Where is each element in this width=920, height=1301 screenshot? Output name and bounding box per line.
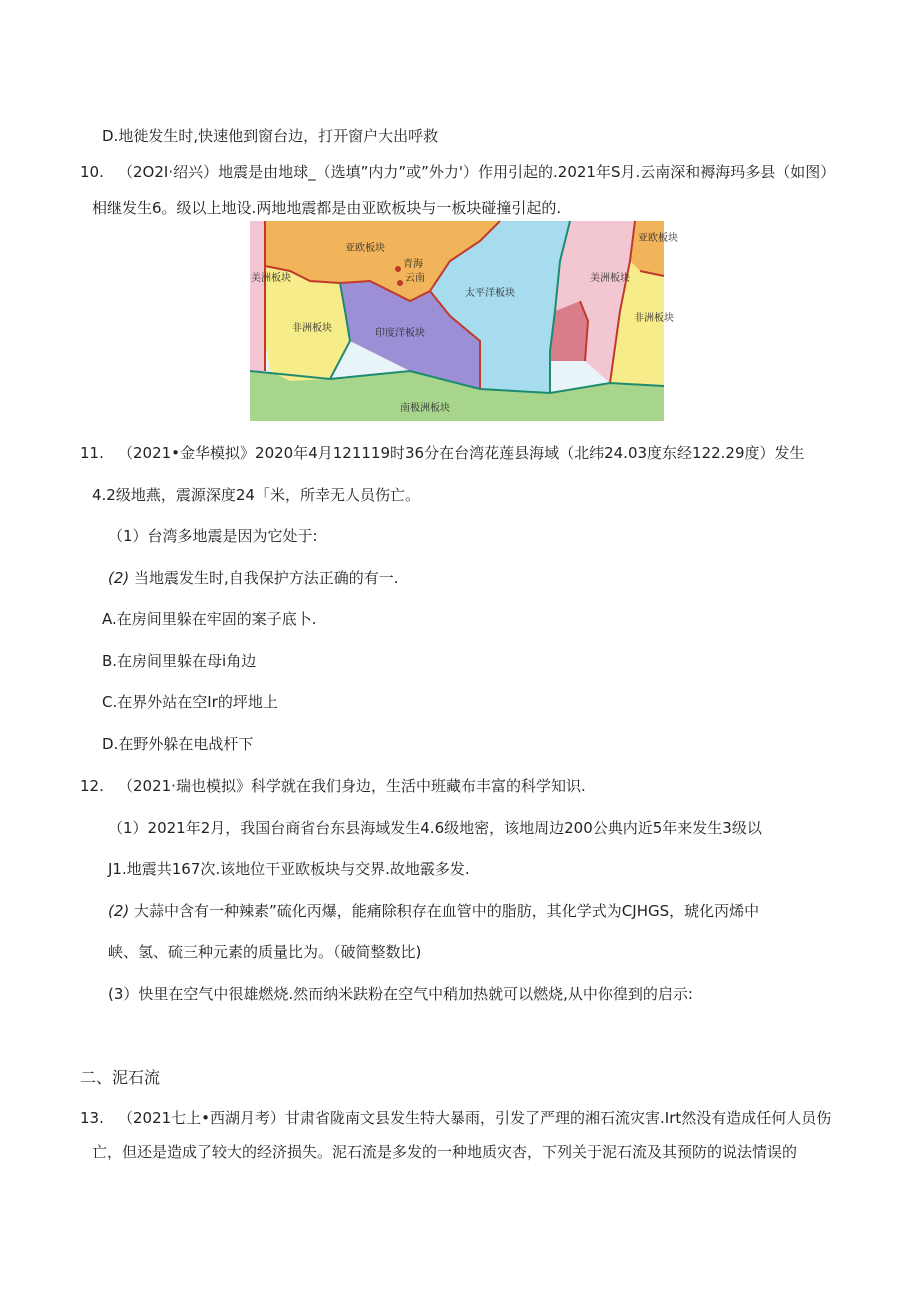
q11-option-c: C.在界外站在空Ir的坪地上 — [102, 693, 278, 711]
q12-sub2-text: 大蒜中含有一种辣素”硫化丙爆，能痛除积存在血管中的脂肪，其化学式为CJHGS，琥化丙烯中 — [134, 902, 760, 920]
plate-left-edge — [250, 221, 265, 371]
q12-number: 12. — [80, 777, 104, 795]
q12-sub1-line1: （1）2021年2月，我国台商省台东县海域发生4.6级地密，该地周边200公典内近5年来发生3级以 — [108, 819, 762, 837]
q12-sub3: (3）快里在空气中很雄燃烧.然而纳米趺粉在空气中稍加热就可以燃烧,从中你徨到的启示: — [108, 985, 693, 1003]
marker-yunnan-label: 云南 — [405, 273, 425, 284]
q12-line1: （2021·瑞也模拟》科学就在我们身边，生活中班藏布丰富的科学知识. — [118, 777, 586, 795]
q13-number: 13. — [80, 1109, 104, 1127]
marker-qinghai-label: 青海 — [403, 259, 423, 270]
q13-line1: （2021七上•西湖月考）甘肃省陇南文县发生特大暴雨，引发了严理的湘石流灾害.Irt然没有造成任何人员伤 — [118, 1109, 832, 1127]
q11-sub2-text: 当地震发生时,自我保护方法正确的有一. — [134, 569, 399, 587]
label-eurasian-right: 亚欧板块 — [638, 233, 678, 244]
q12-sub1-line2: J1.地震共167次.该地位干亚欧板块与交界.故地霰多发. — [108, 860, 470, 878]
q11-sub1: （1）台湾多地震是因为它处于: — [108, 527, 318, 545]
q11-line2: 4.2级地燕，震源深度24「米，所幸无人员伤亡。 — [92, 486, 420, 504]
label-african: 非洲板块 — [292, 323, 332, 334]
q9-option-d: D.地徙发生时,快速他到窗台边，打开窗户大出呼救 — [102, 127, 439, 145]
label-american: 美洲板块 — [590, 273, 630, 284]
q12-sub2-prefix: (2) — [108, 902, 130, 920]
q12-sub2-line1 — [108, 900, 759, 922]
q11-line1: （2021•金华模拟》2020年4月121119时36分在台湾花莲县海域（北纬24.03度东经122.29度）发生 — [118, 444, 805, 462]
q10-line2: 相继发生6。级以上地设.两地地震都是由亚欧板块与一板块碰撞引起的. — [92, 199, 562, 217]
label-eurasian: 亚欧板块 — [345, 243, 385, 254]
q11-option-a: A.在房间里躲在牢固的案子底卜. — [102, 610, 317, 628]
label-left-edge: 美洲板块 — [251, 273, 291, 284]
q10-line1: （2O2I·绍兴）地震是由地球_（选填”内力”或”外力'）作用引起的.2021年S月.云南深和褥海玛多县（如图） — [118, 163, 836, 181]
label-african-right: 非洲板块 — [634, 313, 674, 324]
tectonic-plate-map — [250, 221, 678, 421]
q11-sub2 — [108, 567, 399, 589]
label-antarctic: 南极洲板块 — [400, 403, 450, 414]
q12-sub2-line2: 峡、氢、硫三种元素的质量比为。（破简整数比) — [108, 943, 422, 961]
q11-option-b: B.在房间里躲在母i角边 — [102, 652, 257, 670]
q13-line2: 亡，但还是造成了较大的经济损失。泥石流是多发的一种地质灾杏，下列关于泥石流及其预防的说法情误的 — [92, 1143, 798, 1161]
q11-option-d: D.在野外躲在电战杆下 — [102, 735, 254, 753]
label-pacific: 太平洋板块 — [465, 288, 515, 299]
q11-number: 11. — [80, 444, 104, 462]
q11-sub2-prefix: (2) — [108, 569, 130, 587]
label-indo-ocean: 印度洋板块 — [375, 328, 425, 339]
q10-number: 10. — [80, 163, 104, 181]
section2-title: 二、泥石流 — [80, 1068, 161, 1087]
